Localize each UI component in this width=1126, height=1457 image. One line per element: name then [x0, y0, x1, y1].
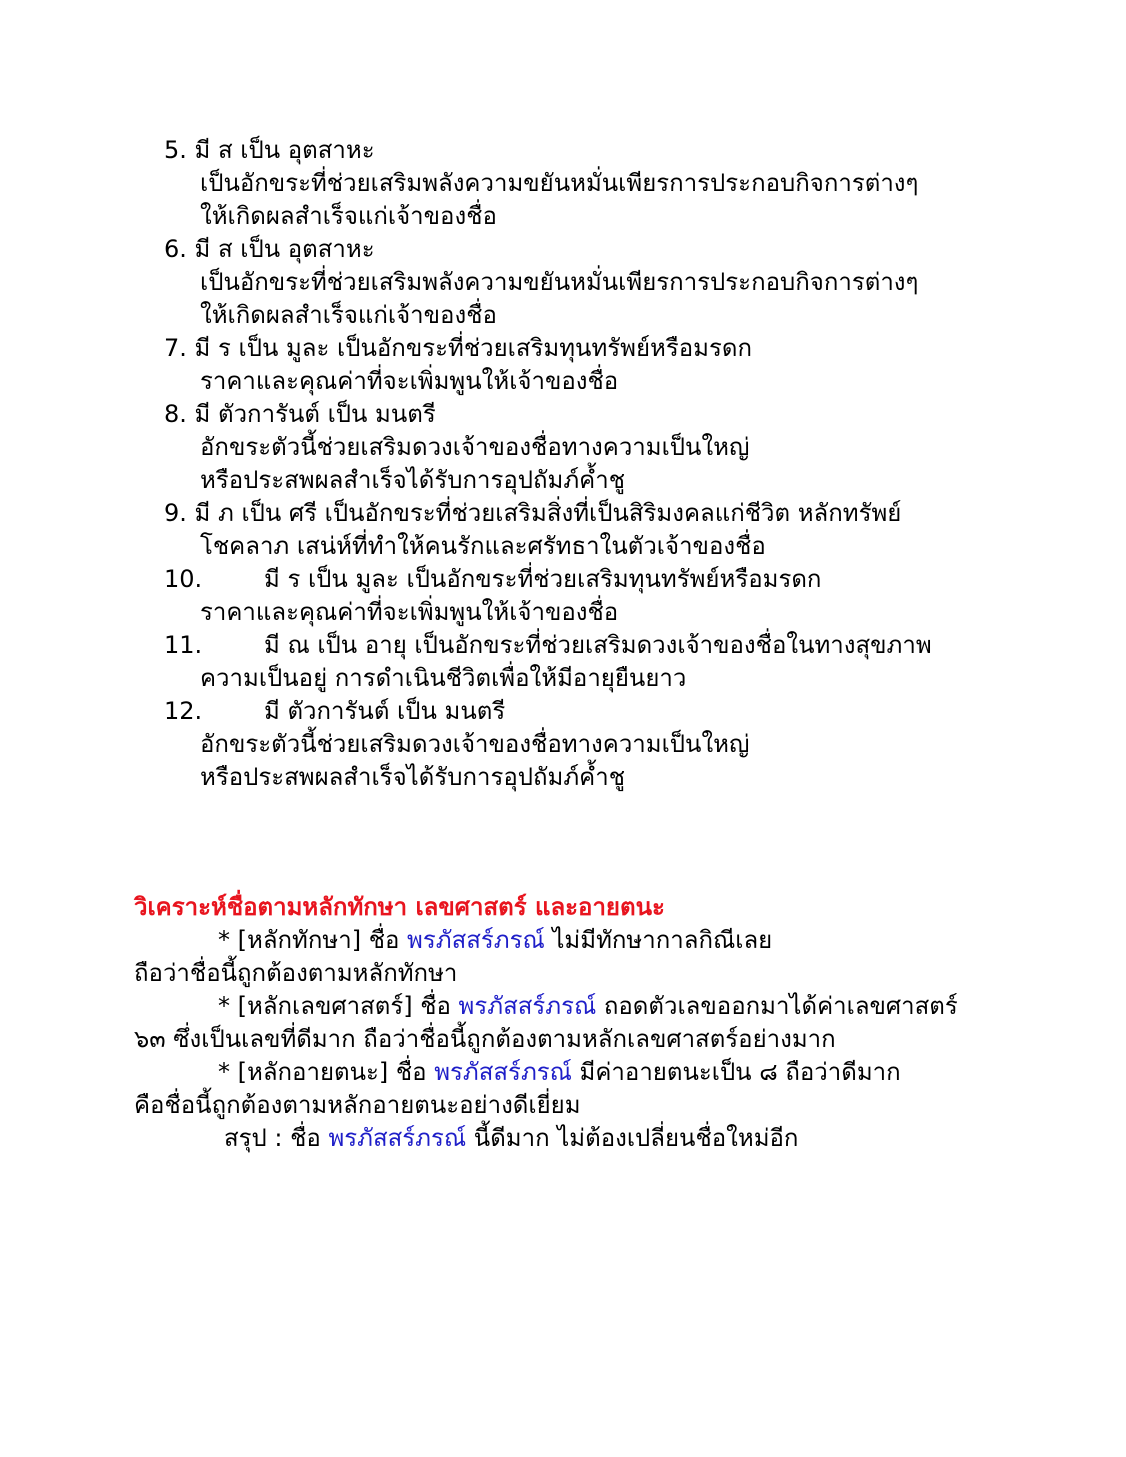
item-description: ให้เกิดผลสำเร็จแก่เจ้าของชื่อ — [200, 202, 497, 230]
person-name: พรภัสสร์ภรณ์ — [407, 926, 545, 954]
analysis-line: * [หลักเลขศาสตร์] ชื่อ พรภัสสร์ภรณ์ ถอดตัวเลขออกมาได้ค่าเลขศาสตร์ — [218, 992, 958, 1020]
item-number: 10. — [164, 565, 203, 593]
item-description: เป็นอักขระที่ช่วยเสริมพลังความขยันหมั่นเพียรการประกอบกิจการต่างๆ — [200, 169, 919, 197]
item-description: ให้เกิดผลสำเร็จแก่เจ้าของชื่อ — [200, 301, 497, 329]
analysis-line: ถือว่าชื่อนี้ถูกต้องตามหลักทักษา — [134, 959, 458, 987]
item-heading: มี ตัวการันต์ เป็น มนตรี — [264, 697, 506, 725]
analysis-section — [134, 924, 1034, 1155]
item-number: 8. — [164, 400, 187, 428]
list-item — [164, 497, 1044, 563]
item-description: หรือประสพผลสำเร็จได้รับการอุปถัมภ์ค้ำชู — [200, 763, 625, 791]
item-heading: มี ส เป็น อุตสาหะ — [194, 136, 375, 164]
item-number: 12. — [164, 697, 203, 725]
analysis-line: คือชื่อนี้ถูกต้องตามหลักอายตนะอย่างดีเยี่ยม — [134, 1091, 581, 1119]
item-number: 5. — [164, 136, 187, 164]
list-item — [164, 563, 1044, 629]
item-heading: มี ส เป็น อุตสาหะ — [194, 235, 375, 263]
item-description: อักขระตัวนี้ช่วยเสริมดวงเจ้าของชื่อทางความเป็นใหญ่ — [200, 433, 750, 461]
item-description: โชคลาภ เสน่ห์ที่ทำให้คนรักและศรัทธาในตัวเจ้าของชื่อ — [200, 532, 766, 560]
item-description: ราคาและคุณค่าที่จะเพิ่มพูนให้เจ้าของชื่อ — [200, 598, 619, 626]
person-name: พรภัสสร์ภรณ์ — [434, 1058, 572, 1086]
item-number: 6. — [164, 235, 187, 263]
analysis-line: * [หลักอายตนะ] ชื่อ พรภัสสร์ภรณ์ มีค่าอายตนะเป็น ๘ ถือว่าดีมาก — [218, 1058, 901, 1086]
analysis-line: ๖๓ ซึ่งเป็นเลขที่ดีมาก ถือว่าชื่อนี้ถูกต้องตามหลักเลขศาสตร์อย่างมาก — [134, 1025, 836, 1053]
list-item — [164, 629, 1044, 695]
analysis-heading: วิเคราะห์ชื่อตามหลักทักษา เลขศาสตร์ และอายตนะ — [134, 893, 665, 921]
item-heading: มี ภ เป็น ศรี เป็นอักขระที่ช่วยเสริมสิ่งที่เป็นสิริมงคลแก่ชีวิต หลักทรัพย์ — [194, 499, 902, 527]
list-item — [164, 695, 1044, 794]
list-item — [164, 332, 1044, 398]
item-number: 7. — [164, 334, 187, 362]
item-heading: มี ตัวการันต์ เป็น มนตรี — [194, 400, 436, 428]
item-description: ราคาและคุณค่าที่จะเพิ่มพูนให้เจ้าของชื่อ — [200, 367, 619, 395]
list-item — [164, 134, 1044, 233]
list-item — [164, 233, 1044, 332]
item-description: อักขระตัวนี้ช่วยเสริมดวงเจ้าของชื่อทางความเป็นใหญ่ — [200, 730, 750, 758]
item-description: เป็นอักขระที่ช่วยเสริมพลังความขยันหมั่นเพียรการประกอบกิจการต่างๆ — [200, 268, 919, 296]
item-heading: มี ร เป็น มูละ เป็นอักขระที่ช่วยเสริมทุนทรัพย์หรือมรดก — [194, 334, 752, 362]
list-item — [164, 398, 1044, 497]
item-heading: มี ณ เป็น อายุ เป็นอักขระที่ช่วยเสริมดวงเจ้าของชื่อในทางสุขภาพ — [264, 631, 932, 659]
item-description: ความเป็นอยู่ การดำเนินชีวิตเพื่อให้มีอายุยืนยาว — [200, 664, 687, 692]
person-name: พรภัสสร์ภรณ์ — [458, 992, 597, 1020]
attribute-list — [164, 134, 1044, 794]
summary-line: สรุป : ชื่อ พรภัสสร์ภรณ์ นี้ดีมาก ไม่ต้องเปลี่ยนชื่อใหม่อีก — [224, 1124, 799, 1152]
item-heading: มี ร เป็น มูละ เป็นอักขระที่ช่วยเสริมทุนทรัพย์หรือมรดก — [264, 565, 822, 593]
person-name: พรภัสสร์ภรณ์ — [328, 1124, 467, 1152]
item-description: หรือประสพผลสำเร็จได้รับการอุปถัมภ์ค้ำชู — [200, 466, 625, 494]
analysis-line: * [หลักทักษา] ชื่อ พรภัสสร์ภรณ์ ไม่มีทักษากาลกิณีเลย — [218, 926, 773, 954]
item-number: 11. — [164, 631, 203, 659]
item-number: 9. — [164, 499, 187, 527]
